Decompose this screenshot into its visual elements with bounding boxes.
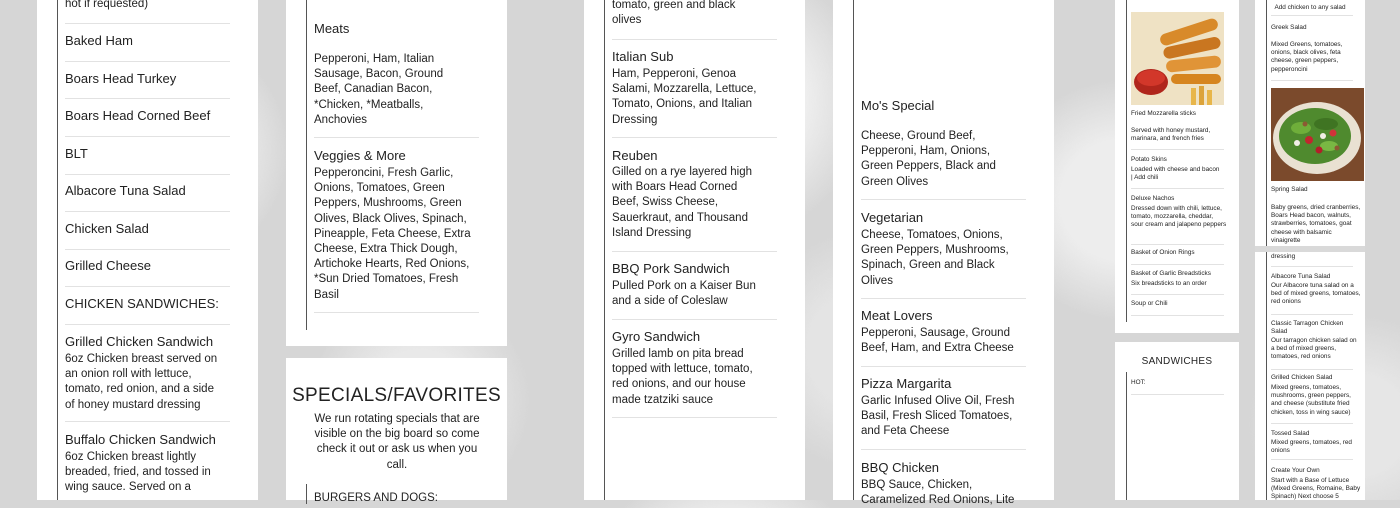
menu-rail bbox=[853, 0, 854, 500]
menu-rail bbox=[604, 0, 605, 500]
menu-item-title: Grilled Cheese bbox=[65, 258, 151, 273]
divider bbox=[612, 251, 777, 252]
sandwiches-title: SANDWICHES bbox=[1141, 356, 1213, 367]
section-heading: BURGERS AND DOGS: bbox=[314, 492, 438, 504]
divider bbox=[1271, 459, 1353, 460]
divider bbox=[65, 23, 230, 24]
menu-item-title: BBQ Chicken bbox=[861, 460, 940, 475]
menu-item-title: Reuben bbox=[612, 148, 658, 163]
menu-item-description: Gilled on a rye layered high with Boars Head Corned Beef, Swiss Cheese, Sauerkraut, and Thousand Island Dressing bbox=[612, 166, 752, 239]
menu-item-description: Loaded with cheese and bacon | Add chili bbox=[1131, 166, 1220, 182]
menu-item-description: Mixed Greens, tomatoes, onions, black olives, feta cheese, green peppers, pepperoncini bbox=[1271, 41, 1343, 73]
menu-item-title: Albacore Tuna Salad bbox=[65, 183, 186, 198]
divider bbox=[65, 136, 230, 137]
specials-description: We run rotating specials that are visible on the big board so come check it out or ask us when you call. bbox=[314, 413, 480, 471]
menu-item-description: Cheese, Ground Beef, Pepperoni, Ham, Onions, Green Peppers, Black and Green Olives bbox=[861, 130, 996, 188]
spring-salad-image bbox=[1271, 88, 1364, 181]
divider bbox=[314, 312, 479, 313]
menu-item-title: Greek Salad bbox=[1271, 24, 1307, 31]
divider bbox=[1131, 264, 1224, 265]
menu-item-title: Veggies & More bbox=[314, 148, 406, 163]
divider bbox=[65, 98, 230, 99]
menu-panel-toppings bbox=[286, 0, 507, 346]
menu-rail bbox=[306, 484, 307, 504]
divider bbox=[65, 286, 230, 287]
menu-item-title: Create Your Own bbox=[1271, 467, 1320, 474]
menu-item-title: Buffalo Chicken Sandwich bbox=[65, 432, 216, 447]
menu-item-description: Mixed greens, tomatoes, mushrooms, green peppers, and cheese (substitute fried chicken, toss in wing sauce) bbox=[1271, 384, 1351, 416]
menu-item-description: Dressed down with chili, lettuce, tomato, mozzarella, cheddar, sour cream and jalapeno peppers bbox=[1131, 205, 1227, 229]
sandwiches-panel bbox=[1115, 342, 1239, 500]
divider bbox=[861, 199, 1026, 200]
menu-rail bbox=[1126, 372, 1127, 500]
divider bbox=[314, 137, 479, 138]
divider bbox=[1131, 394, 1224, 395]
menu-item-description: BBQ Sauce, Chicken, Caramelized Red Onions, Lite bbox=[861, 479, 1015, 507]
menu-item-description: Baby greens, dried cranberries, Boars Head bacon, walnuts, strawberries, tomatoes, goat cheese with balsamic vinaigrette bbox=[1271, 204, 1361, 244]
divider bbox=[1131, 188, 1224, 189]
menu-item-description: Ham, Pepperoni, Genoa Salami, Mozzarella, Lettuce, Tomato, Onions, and Italian Dressing bbox=[612, 68, 757, 126]
menu-item-description: Mixed greens, tomatoes, red onions bbox=[1271, 439, 1352, 455]
menu-item-description: Our tarragon chicken salad on a bed of mixed greens, tomatoes, red onions bbox=[1271, 337, 1357, 361]
menu-item-title: Meat Lovers bbox=[861, 308, 933, 323]
menu-item-description: Garlic Infused Olive Oil, Fresh Basil, Fresh Sliced Tomatoes, and Feta Cheese bbox=[861, 395, 1015, 438]
divider bbox=[612, 417, 777, 418]
menu-panel-sandwiches-cold bbox=[37, 0, 258, 500]
menu-item-fragment: Add chicken to any salad bbox=[1274, 4, 1346, 11]
menu-panel-specialty-sandwiches bbox=[584, 0, 805, 500]
menu-item-title: Meats bbox=[314, 21, 350, 36]
menu-rail bbox=[1126, 0, 1127, 322]
divider bbox=[1131, 149, 1224, 150]
divider bbox=[1131, 294, 1224, 295]
menu-item-description: 6oz Chicken breast served on an onion roll with lettuce, tomato, red onion, and a side of honey mustard dressing bbox=[65, 353, 218, 411]
divider bbox=[65, 211, 230, 212]
menu-item-title: Vegetarian bbox=[861, 210, 924, 225]
specials-panel bbox=[286, 358, 507, 504]
divider bbox=[65, 324, 230, 325]
menu-item-description: Cheese, Tomatoes, Onions, Green Peppers, Mushrooms, Spinach, Green and Black Olives bbox=[861, 229, 1009, 287]
divider bbox=[861, 298, 1026, 299]
menu-item-fragment: tomato, green and black olives bbox=[612, 0, 736, 27]
divider bbox=[861, 366, 1026, 367]
menu-item-title: BLT bbox=[65, 146, 88, 161]
divider bbox=[1271, 423, 1353, 424]
section-heading: HOT: bbox=[1131, 379, 1146, 386]
divider bbox=[65, 174, 230, 175]
divider bbox=[1271, 80, 1353, 81]
menu-item-title: Classic Tarragon Chicken Salad bbox=[1271, 320, 1344, 336]
divider bbox=[1271, 15, 1353, 16]
menu-item-title: BBQ Pork Sandwich bbox=[612, 261, 730, 276]
menu-item-title: Boars Head Turkey bbox=[65, 71, 177, 86]
menu-item-title: Potato Skins bbox=[1131, 156, 1167, 163]
menu-item-title: Pizza Margarita bbox=[861, 376, 952, 391]
divider bbox=[1271, 266, 1353, 267]
menu-rail bbox=[306, 0, 307, 330]
divider bbox=[612, 39, 777, 40]
menu-item-fragment: dressing bbox=[1271, 253, 1296, 260]
menu-item-description: Pepperoni, Sausage, Ground Beef, Ham, and Extra Cheese bbox=[861, 327, 1014, 355]
menu-item-title: Gyro Sandwich bbox=[612, 329, 701, 344]
menu-item-title: Spring Salad bbox=[1271, 186, 1308, 193]
menu-item-description: Pulled Pork on a Kaiser Bun and a side of Coleslaw bbox=[612, 280, 756, 308]
mozzarella-sticks-image bbox=[1131, 12, 1224, 105]
divider bbox=[612, 137, 777, 138]
spring-salad-photo bbox=[1271, 88, 1364, 181]
menu-item-title: Baked Ham bbox=[65, 33, 133, 48]
menu-item-title: Fried Mozzarella sticks bbox=[1131, 110, 1196, 117]
menu-rail bbox=[1266, 252, 1267, 500]
divider bbox=[1131, 244, 1224, 245]
menu-item-title: Basket of Garlic Breadsticks bbox=[1131, 270, 1211, 277]
divider bbox=[65, 421, 230, 422]
menu-item-description: Pepperoncini, Fresh Garlic, Onions, Tomatoes, Green Peppers, Mushrooms, Green Olives, Black Olives, Spinach, Pineapple, Feta Cheese, Extra Cheese, Extra Thick Dough, Artichoke Hearts, Red Onions, *Sun Dried Tomatoes, Fresh Basil bbox=[314, 167, 471, 301]
menu-item-description: Served with honey mustard, marinara, and french fries bbox=[1131, 127, 1211, 143]
divider bbox=[1271, 314, 1353, 315]
divider bbox=[612, 319, 777, 320]
divider bbox=[1131, 315, 1224, 316]
menu-item-title: Albacore Tuna Salad bbox=[1271, 273, 1331, 280]
menu-item-description: Start with a Base of Lettuce (Mixed Greens, Romaine, Baby Spinach) Next choose 5 bbox=[1271, 477, 1361, 501]
menu-item-title: Grilled Chicken Salad bbox=[1271, 374, 1333, 381]
menu-panel-appetizers bbox=[1115, 0, 1239, 333]
divider bbox=[861, 449, 1026, 450]
menu-item-title: Basket of Onion Rings bbox=[1131, 249, 1195, 256]
menu-item-title: Grilled Chicken Sandwich bbox=[65, 334, 214, 349]
menu-item-title: Soup or Chili bbox=[1131, 300, 1168, 307]
menu-item-title: Tossed Salad bbox=[1271, 430, 1310, 437]
menu-panel-specialty-pizzas bbox=[833, 0, 1054, 507]
menu-item-title: Mo's Special bbox=[861, 98, 935, 113]
menu-item-title: Boars Head Corned Beef bbox=[65, 108, 211, 123]
menu-item-description: 6oz Chicken breast lightly breaded, fried, and tossed in wing sauce. Served on a bbox=[65, 451, 211, 494]
menu-panel-salads-continued bbox=[1255, 252, 1365, 500]
menu-item-title: Chicken Salad bbox=[65, 221, 149, 236]
menu-item-description: Grilled lamb on pita bread topped with lettuce, tomato, red onions, and our house made tzatziki sauce bbox=[612, 348, 753, 406]
divider bbox=[1271, 369, 1353, 370]
divider bbox=[65, 249, 230, 250]
section-heading: CHICKEN SANDWICHES: bbox=[65, 296, 219, 311]
menu-item-title: Deluxe Nachos bbox=[1131, 195, 1175, 202]
menu-item-description: Our Albacore tuna salad on a bed of mixed greens, tomatoes, red onions bbox=[1271, 282, 1361, 306]
mozzarella-sticks-photo bbox=[1131, 12, 1224, 105]
menu-item-title: Italian Sub bbox=[612, 49, 674, 64]
menu-item-fragment: hot if requested) bbox=[65, 0, 149, 10]
specials-title: SPECIALS/FAVORITES bbox=[292, 385, 501, 406]
menu-item-description: Six breadsticks to an order bbox=[1131, 280, 1207, 287]
menu-rail bbox=[57, 0, 58, 500]
menu-item-description: Pepperoni, Ham, Italian Sausage, Bacon, Ground Beef, Canadian Bacon, *Chicken, *Meatballs, Anchovies bbox=[314, 53, 444, 126]
divider bbox=[65, 61, 230, 62]
